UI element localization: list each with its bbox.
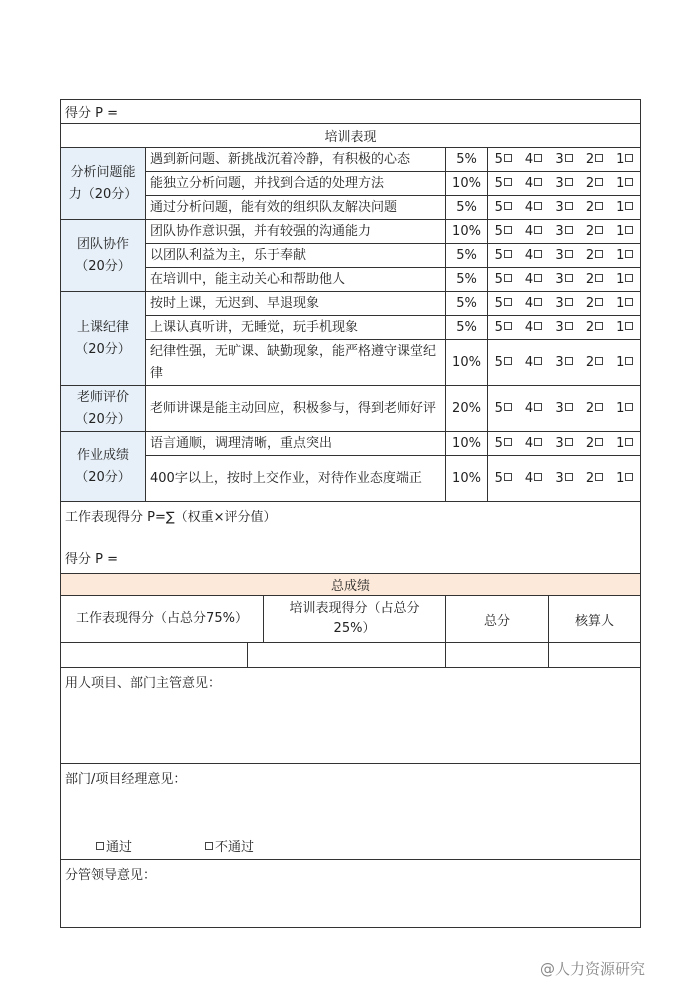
checkbox-icon[interactable]	[565, 473, 573, 481]
checkbox-icon[interactable]	[595, 438, 603, 446]
score-option-5[interactable]	[488, 268, 519, 292]
score-option-label: 2	[585, 355, 595, 370]
weight-cell: 10%	[446, 220, 488, 244]
top-score-label: 得分 P =	[61, 100, 641, 124]
score-option-3[interactable]	[549, 316, 580, 340]
score-option-label: 3	[555, 248, 564, 263]
checkbox-icon[interactable]	[595, 226, 603, 234]
score-option-2[interactable]	[580, 386, 610, 432]
pass-option[interactable]	[95, 836, 132, 855]
score-option-4[interactable]	[519, 268, 549, 292]
checkbox-icon[interactable]	[504, 298, 512, 306]
accountant-value[interactable]	[549, 643, 641, 668]
score-option-4[interactable]	[519, 456, 549, 502]
total-score-header: 总分	[446, 596, 549, 643]
score-option-label: 1	[616, 248, 625, 263]
score-option-3[interactable]	[549, 432, 580, 456]
score-option-label: 3	[555, 436, 564, 451]
checkbox-icon[interactable]	[625, 403, 633, 411]
checkbox-icon[interactable]	[504, 202, 512, 210]
score-option-label: 2	[585, 436, 595, 451]
score-option-5[interactable]	[488, 316, 519, 340]
checkbox-icon[interactable]	[565, 403, 573, 411]
score-option-label: 3	[555, 176, 564, 191]
criteria-text: 以团队利益为主，乐于奉献	[146, 244, 446, 268]
weight-cell: 5%	[446, 268, 488, 292]
score-option-label: 1	[616, 224, 625, 239]
watermark: @人力资源研究	[540, 960, 646, 978]
criteria-row	[61, 432, 641, 456]
checkbox-icon[interactable]	[595, 298, 603, 306]
criteria-text: 团队协作意识强，并有较强的沟通能力	[146, 220, 446, 244]
score-option-5[interactable]	[488, 340, 519, 386]
criteria-row	[61, 292, 641, 316]
category-cell: 分析问题能力（20分）	[61, 148, 146, 220]
score-option-label: 5	[494, 296, 503, 311]
checkbox-icon[interactable]	[504, 403, 512, 411]
checkbox-icon[interactable]	[595, 178, 603, 186]
weight-cell: 10%	[446, 172, 488, 196]
score-option-label: 5	[494, 272, 503, 287]
checkbox-icon[interactable]	[565, 298, 573, 306]
score-option-label: 2	[585, 320, 595, 335]
score-option-label: 4	[524, 248, 534, 263]
score-option-label: 5	[494, 401, 503, 416]
criteria-text: 老师讲课是能主动回应，积极参与，得到老师好评	[146, 386, 446, 432]
criteria-text: 遇到新问题、新挑战沉着冷静，有积极的心态	[146, 148, 446, 172]
checkbox-icon[interactable]	[595, 473, 603, 481]
score-option-2[interactable]	[580, 340, 610, 386]
score-option-4[interactable]	[519, 386, 549, 432]
score-option-1[interactable]	[610, 340, 641, 386]
score-option-label: 4	[524, 471, 534, 486]
manager-opinion-label: 用人项目、部门主管意见：	[65, 676, 222, 691]
score-option-1[interactable]	[610, 220, 641, 244]
score-option-label: 2	[585, 248, 595, 263]
score-option-label: 1	[616, 355, 625, 370]
weight-cell: 5%	[446, 292, 488, 316]
score-option-2[interactable]	[580, 148, 610, 172]
score-option-2[interactable]	[580, 456, 610, 502]
score-option-label: 3	[555, 355, 564, 370]
total-score-value[interactable]	[446, 643, 549, 668]
weight-cell: 10%	[446, 432, 488, 456]
training-score-area	[61, 502, 641, 574]
criteria-row	[61, 316, 641, 340]
weight-cell: 10%	[446, 340, 488, 386]
checkbox-icon[interactable]	[534, 322, 542, 330]
score-option-3[interactable]	[549, 196, 580, 220]
score-option-label: 4	[524, 176, 534, 191]
manager-opinion-box[interactable]	[61, 668, 641, 764]
score-option-4[interactable]	[519, 340, 549, 386]
pm-opinion-label: 部门/项目经理意见：	[65, 772, 187, 787]
score-option-1[interactable]	[610, 386, 641, 432]
score-option-label: 1	[616, 320, 625, 335]
checkbox-icon[interactable]	[625, 473, 633, 481]
checkbox-icon[interactable]	[565, 357, 573, 365]
criteria-row	[61, 386, 641, 432]
checkbox-icon[interactable]	[565, 202, 573, 210]
category-cell: 老师评价（20分）	[61, 386, 146, 432]
score-option-4[interactable]	[519, 316, 549, 340]
score-option-3[interactable]	[549, 148, 580, 172]
weight-cell: 10%	[446, 456, 488, 502]
score-option-label: 4	[524, 401, 534, 416]
score-option-3[interactable]	[549, 386, 580, 432]
score-option-2[interactable]	[580, 220, 610, 244]
checkbox-icon[interactable]	[504, 473, 512, 481]
score-option-label: 4	[524, 296, 534, 311]
score-option-label: 4	[524, 152, 534, 167]
score-option-3[interactable]	[549, 220, 580, 244]
score-option-label: 4	[524, 355, 534, 370]
score-option-1[interactable]	[610, 292, 641, 316]
criteria-text: 400字以上，按时上交作业，对待作业态度端正	[146, 456, 446, 502]
score-option-1[interactable]	[610, 432, 641, 456]
score-option-label: 1	[616, 401, 625, 416]
score-option-label: 5	[494, 436, 503, 451]
checkbox-icon[interactable]	[565, 438, 573, 446]
checkbox-icon[interactable]	[595, 250, 603, 258]
score-option-label: 4	[524, 224, 534, 239]
score-option-4[interactable]	[519, 220, 549, 244]
score-option-2[interactable]	[580, 292, 610, 316]
criteria-row	[61, 172, 641, 196]
pass-label: 通过	[106, 840, 133, 855]
score-option-label: 5	[494, 152, 503, 167]
criteria-text: 语言通顺，调理清晰，重点突出	[146, 432, 446, 456]
criteria-row	[61, 196, 641, 220]
score-option-5[interactable]	[488, 172, 519, 196]
score-option-1[interactable]	[610, 316, 641, 340]
criteria-text: 按时上课，无迟到、早退现象	[146, 292, 446, 316]
score-option-5[interactable]	[488, 386, 519, 432]
checkbox-icon[interactable]	[504, 226, 512, 234]
training-score-label: 得分 P =	[65, 552, 118, 567]
score-option-label: 3	[555, 296, 564, 311]
score-option-label: 4	[524, 200, 534, 215]
training-score-header: 培训表现得分（占总分25%）	[289, 601, 420, 636]
score-option-1[interactable]	[610, 244, 641, 268]
score-option-1[interactable]	[610, 456, 641, 502]
score-option-4[interactable]	[519, 292, 549, 316]
score-option-3[interactable]	[549, 244, 580, 268]
score-option-1[interactable]	[610, 268, 641, 292]
pm-opinion-box[interactable]	[61, 764, 641, 860]
score-option-label: 3	[555, 471, 564, 486]
score-option-label: 1	[616, 471, 625, 486]
score-option-4[interactable]	[519, 172, 549, 196]
score-option-label: 5	[494, 176, 503, 191]
score-option-label: 2	[585, 401, 595, 416]
score-option-5[interactable]	[488, 432, 519, 456]
summary-value-row	[61, 643, 446, 668]
score-option-3[interactable]	[549, 340, 580, 386]
criteria-row	[61, 340, 641, 386]
criteria-text: 通过分析问题，能有效的组织队友解决问题	[146, 196, 446, 220]
score-option-label: 5	[494, 320, 503, 335]
weight-cell: 5%	[446, 316, 488, 340]
checkbox-icon[interactable]	[595, 202, 603, 210]
score-option-4[interactable]	[519, 244, 549, 268]
checkbox-icon[interactable]	[565, 250, 573, 258]
score-option-label: 5	[494, 200, 503, 215]
weight-cell: 20%	[446, 386, 488, 432]
score-option-label: 2	[585, 176, 595, 191]
criteria-row	[61, 220, 641, 244]
score-option-label: 5	[494, 224, 503, 239]
checkbox-icon[interactable]	[96, 842, 104, 850]
summary-header-row	[61, 596, 446, 643]
work-score-value[interactable]	[61, 643, 248, 667]
checkbox-icon[interactable]	[625, 298, 633, 306]
score-option-label: 2	[585, 200, 595, 215]
score-option-3[interactable]	[549, 268, 580, 292]
fail-label: 不通过	[215, 840, 255, 855]
score-option-label: 2	[585, 471, 595, 486]
checkbox-icon[interactable]	[534, 438, 542, 446]
checkbox-icon[interactable]	[625, 202, 633, 210]
score-option-label: 1	[616, 200, 625, 215]
work-score-header: 工作表现得分（占总分75%）	[61, 596, 264, 642]
score-option-label: 5	[494, 355, 503, 370]
checkbox-icon[interactable]	[504, 274, 512, 282]
checkbox-icon[interactable]	[534, 226, 542, 234]
score-option-4[interactable]	[519, 148, 549, 172]
checkbox-icon[interactable]	[595, 274, 603, 282]
checkbox-icon[interactable]	[625, 274, 633, 282]
checkbox-icon[interactable]	[595, 154, 603, 162]
score-option-label: 3	[555, 320, 564, 335]
checkbox-icon[interactable]	[625, 322, 633, 330]
score-option-5[interactable]	[488, 148, 519, 172]
checkbox-icon[interactable]	[534, 403, 542, 411]
score-option-label: 3	[555, 224, 564, 239]
accountant-header: 核算人	[549, 596, 641, 643]
score-option-1[interactable]	[610, 172, 641, 196]
checkbox-icon[interactable]	[565, 154, 573, 162]
checkbox-icon[interactable]	[504, 250, 512, 258]
weight-cell: 5%	[446, 244, 488, 268]
score-option-label: 1	[616, 296, 625, 311]
score-option-5[interactable]	[488, 244, 519, 268]
checkbox-icon[interactable]	[534, 250, 542, 258]
evaluation-form	[60, 99, 641, 928]
score-option-3[interactable]	[549, 456, 580, 502]
checkbox-icon[interactable]	[504, 154, 512, 162]
score-option-label: 4	[524, 272, 534, 287]
checkbox-icon[interactable]	[504, 438, 512, 446]
fail-option[interactable]	[204, 836, 254, 855]
score-option-3[interactable]	[549, 292, 580, 316]
criteria-text: 能独立分析问题，并找到合适的处理方法	[146, 172, 446, 196]
checkbox-icon[interactable]	[565, 226, 573, 234]
score-option-label: 2	[585, 296, 595, 311]
score-option-label: 1	[616, 152, 625, 167]
score-option-4[interactable]	[519, 432, 549, 456]
criteria-row	[61, 268, 641, 292]
score-option-2[interactable]	[580, 432, 610, 456]
score-option-3[interactable]	[549, 172, 580, 196]
checkbox-icon[interactable]	[625, 154, 633, 162]
category-cell: 上课纪律（20分）	[61, 292, 146, 386]
checkbox-icon[interactable]	[565, 274, 573, 282]
criteria-text: 上课认真听讲，无睡觉，玩手机现象	[146, 316, 446, 340]
checkbox-icon[interactable]	[534, 274, 542, 282]
criteria-row	[61, 244, 641, 268]
formula-text: 工作表现得分 P=∑（权重×评分值）	[65, 510, 277, 525]
training-section-title: 培训表现	[61, 124, 641, 148]
score-option-label: 2	[585, 224, 595, 239]
category-cell: 作业成绩（20分）	[61, 432, 146, 502]
score-option-label: 3	[555, 152, 564, 167]
score-option-label: 2	[585, 272, 595, 287]
weight-cell: 5%	[446, 196, 488, 220]
checkbox-icon[interactable]	[504, 322, 512, 330]
checkbox-icon[interactable]	[625, 226, 633, 234]
score-option-1[interactable]	[610, 148, 641, 172]
criteria-row	[61, 148, 641, 172]
score-option-label: 4	[524, 436, 534, 451]
score-option-2[interactable]	[580, 268, 610, 292]
score-option-label: 1	[616, 176, 625, 191]
summary-section-title: 总成绩	[61, 574, 641, 596]
score-option-2[interactable]	[580, 316, 610, 340]
criteria-text: 在培训中，能主动关心和帮助他人	[146, 268, 446, 292]
checkbox-icon[interactable]	[534, 473, 542, 481]
checkbox-icon[interactable]	[595, 322, 603, 330]
checkbox-icon[interactable]	[534, 298, 542, 306]
checkbox-icon[interactable]	[565, 322, 573, 330]
checkbox-icon[interactable]	[205, 842, 213, 850]
checkbox-icon[interactable]	[595, 357, 603, 365]
score-option-5[interactable]	[488, 220, 519, 244]
score-option-4[interactable]	[519, 196, 549, 220]
score-option-label: 5	[494, 471, 503, 486]
score-option-label: 1	[616, 436, 625, 451]
score-option-label: 1	[616, 272, 625, 287]
score-option-label: 2	[585, 152, 595, 167]
score-option-5[interactable]	[488, 292, 519, 316]
criteria-text: 纪律性强，无旷课、缺勤现象，能严格遵守课堂纪律	[146, 340, 446, 386]
leader-opinion-label: 分管领导意见：	[65, 868, 157, 883]
checkbox-icon[interactable]	[534, 154, 542, 162]
checkbox-icon[interactable]	[534, 357, 542, 365]
checkbox-icon[interactable]	[595, 403, 603, 411]
checkbox-icon[interactable]	[625, 250, 633, 258]
category-cell: 团队协作（20分）	[61, 220, 146, 292]
checkbox-icon[interactable]	[625, 357, 633, 365]
checkbox-icon[interactable]	[534, 202, 542, 210]
score-option-label: 5	[494, 248, 503, 263]
score-option-5[interactable]	[488, 196, 519, 220]
score-option-label: 3	[555, 272, 564, 287]
training-score-value[interactable]	[248, 643, 445, 667]
score-option-label: 4	[524, 320, 534, 335]
score-option-2[interactable]	[580, 244, 610, 268]
checkbox-icon[interactable]	[504, 357, 512, 365]
weight-cell: 5%	[446, 148, 488, 172]
criteria-row	[61, 456, 641, 502]
checkbox-icon[interactable]	[565, 178, 573, 186]
checkbox-icon[interactable]	[534, 178, 542, 186]
score-option-1[interactable]	[610, 196, 641, 220]
score-option-label: 3	[555, 401, 564, 416]
score-option-label: 3	[555, 200, 564, 215]
checkbox-icon[interactable]	[504, 178, 512, 186]
score-option-2[interactable]	[580, 172, 610, 196]
checkbox-icon[interactable]	[625, 438, 633, 446]
checkbox-icon[interactable]	[625, 178, 633, 186]
score-option-2[interactable]	[580, 196, 610, 220]
leader-opinion-box[interactable]	[61, 860, 641, 928]
score-option-5[interactable]	[488, 456, 519, 502]
